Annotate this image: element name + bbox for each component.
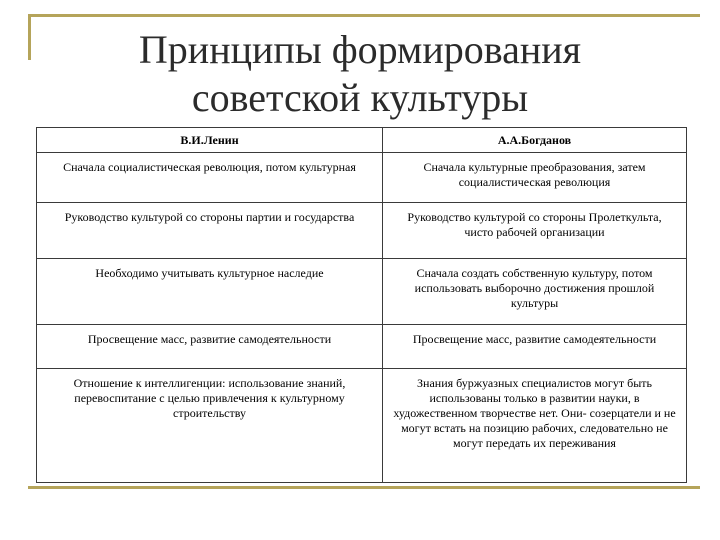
- table-cell: Сначала культурные преобразования, затем социалистическая революция: [383, 153, 687, 203]
- table-cell: Руководство культурой со стороны Пролеткульта, чисто рабочей организации: [383, 203, 687, 259]
- page-title: [60, 26, 660, 122]
- table-cell: Отношение к интеллигенции: использование знаний, перевоспитание с целью привлечения к культурному строительству: [37, 369, 383, 483]
- table-header-row: [37, 128, 687, 153]
- table-cell: Сначала социалистическая революция, потом культурная: [37, 153, 383, 203]
- table-cell: Сначала создать собственную культуру, потом использовать выборочно достижения прошлой культуры: [383, 259, 687, 325]
- table-row: [37, 369, 687, 483]
- table-cell: Необходимо учитывать культурное наследие: [37, 259, 383, 325]
- table-row: [37, 259, 687, 325]
- table-cell: Просвещение масс, развитие самодеятельности: [383, 325, 687, 369]
- comparison-table: [36, 127, 687, 483]
- table-row: [37, 153, 687, 203]
- title-line-2: советской культуры: [191, 75, 529, 120]
- title-line-1: Принципы формирования: [138, 27, 582, 72]
- table-cell: Просвещение масс, развитие самодеятельности: [37, 325, 383, 369]
- decorative-bottom-line: [28, 486, 700, 489]
- header-bogdanov: А.А.Богданов: [383, 128, 687, 153]
- table-row: [37, 203, 687, 259]
- table-cell: Знания буржуазных специалистов могут быть использованы только в развитии науки, в художественном творчестве нет. Они- созерцатели и не могут встать на позицию рабочих, следовательно не могут передать их переживания: [383, 369, 687, 483]
- header-lenin: В.И.Ленин: [37, 128, 383, 153]
- decorative-vertical-bar: [28, 14, 31, 60]
- table-cell: Руководство культурой со стороны партии и государства: [37, 203, 383, 259]
- decorative-top-line: [28, 14, 700, 17]
- table-row: [37, 325, 687, 369]
